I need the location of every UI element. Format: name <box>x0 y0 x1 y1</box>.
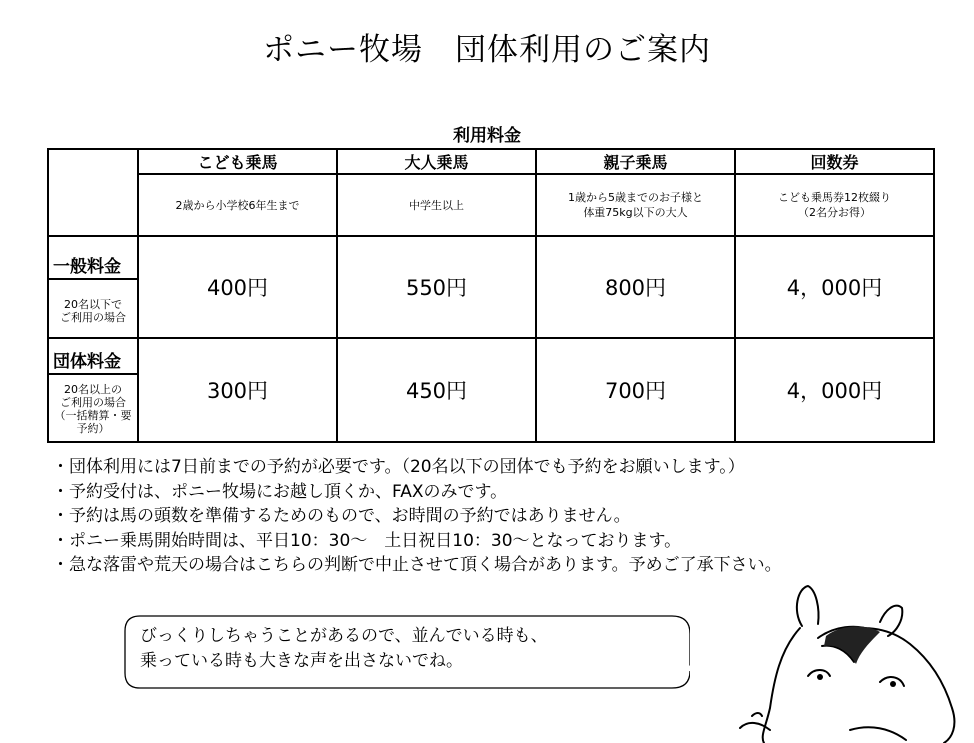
pony-illustration-icon <box>730 580 970 743</box>
price-cell: 550円 <box>337 236 536 338</box>
column-header: 回数券 <box>735 149 934 174</box>
price-cell: 700円 <box>536 338 735 442</box>
column-description: こども乗馬券12枚綴り （2名分お得） <box>735 174 934 236</box>
table-row <box>48 338 934 442</box>
speech-bubble-text: びっくりしちゃうことがあるので、並んでいる時も、 乗っている時も大きな声を出さないでね。 <box>140 626 548 671</box>
row-description: 20名以上の ご利用の場合 （一括精算・要 予約） <box>54 382 132 435</box>
table-caption: 利用料金 <box>453 126 521 146</box>
row-header <box>48 236 138 338</box>
column-header: 親子乗馬 <box>536 149 735 174</box>
note-item: ・団体利用には7日前までの予約が必要です。（20名以下の団体でも予約をお願いします。） <box>52 457 745 477</box>
price-cell: 300円 <box>138 338 337 442</box>
column-description: 2歳から小学校6年生まで <box>138 174 337 236</box>
page-title: ポニー牧場 団体利用のご案内 <box>263 32 711 68</box>
note-item: ・予約受付は、ポニー牧場にお越し頂くか、FAXのみです。 <box>52 481 508 502</box>
row-label: 団体料金 <box>49 346 137 375</box>
row-header <box>48 338 138 442</box>
column-description: 1歳から5歳までのお子様と 体重75kg以下の大人 <box>536 174 735 236</box>
column-header: こども乗馬 <box>138 149 337 174</box>
table-row <box>48 236 934 338</box>
price-cell: 4，000円 <box>735 236 934 338</box>
price-cell: 800円 <box>536 236 735 338</box>
note-item: ・急な落雷や荒天の場合はこちらの判断で中止させて頂く場合があります。予めご了承下さい。 <box>52 555 782 575</box>
price-cell: 400円 <box>138 236 337 338</box>
row-description: 20名以下で ご利用の場合 <box>60 297 126 324</box>
note-item: ・ポニー乗馬開始時間は、平日10：30～ 土日祝日10：30～となっております。 <box>52 530 682 551</box>
table-corner <box>48 149 138 236</box>
row-label: 一般料金 <box>49 251 137 280</box>
column-description: 中学生以上 <box>337 174 536 236</box>
price-cell: 4，000円 <box>735 338 934 442</box>
fee-table <box>47 148 935 443</box>
note-item: ・予約は馬の頭数を準備するためのもので、お時間の予約ではありません。 <box>52 506 631 526</box>
column-header: 大人乗馬 <box>337 149 536 174</box>
price-cell: 450円 <box>337 338 536 442</box>
